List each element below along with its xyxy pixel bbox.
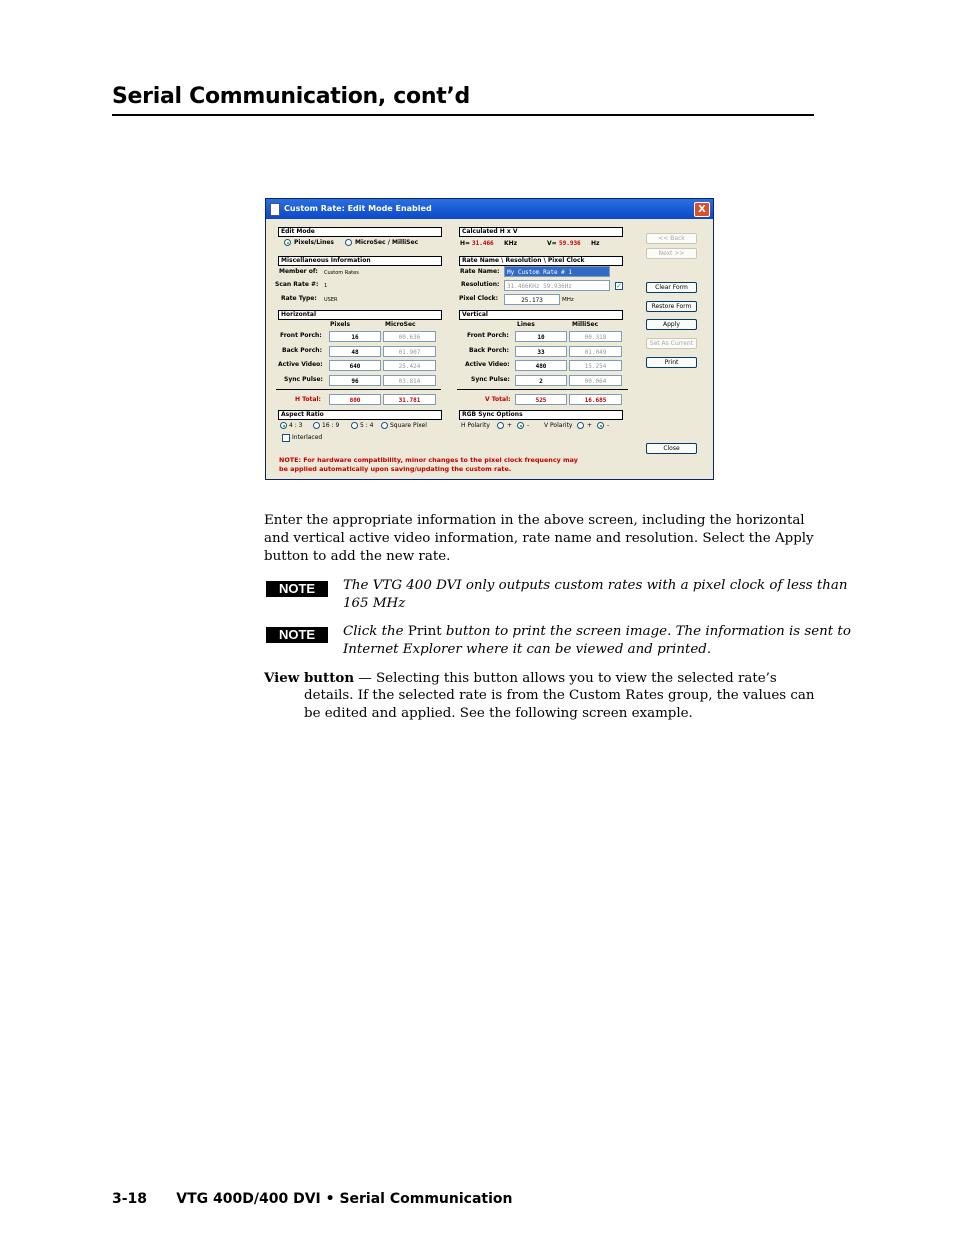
page-title: Serial Communication, cont’d <box>112 84 470 109</box>
custom-rate-dialog <box>265 198 714 480</box>
h-front-porch-label: Front Porch: <box>280 332 322 339</box>
aspect-16-9-radio[interactable] <box>313 422 320 429</box>
h-back-porch-pixels[interactable]: 48 <box>329 346 381 357</box>
paragraph-line: and vertical active video information, rate name and resolution. Select the Apply <box>264 531 814 546</box>
note-badge: NOTE <box>266 581 328 597</box>
h-active-video-label: Active Video: <box>278 361 323 368</box>
v-polarity-minus-radio[interactable] <box>597 422 604 429</box>
h-polarity-plus-label: + <box>507 422 513 429</box>
restore-form-button[interactable]: Restore Form <box>646 301 697 312</box>
title-rule <box>112 114 814 116</box>
set-as-current-button[interactable]: Set As Current <box>646 338 697 349</box>
h-polarity-label: H Polarity <box>461 422 490 429</box>
note1-line: The VTG 400 DVI only outputs custom rates with a pixel clock of less than <box>343 578 848 593</box>
h-total-pixels: 800 <box>329 394 381 405</box>
note2-line: Internet Explorer where it can be viewed and printed. <box>343 642 712 657</box>
paragraph-line: Enter the appropriate information in the above screen, including the horizontal <box>264 513 805 528</box>
v-total-time: 16.685 <box>569 394 622 405</box>
rate-name-section: Rate Name \ Resolution \ Pixel Clock <box>459 256 623 266</box>
note2-text-a: Click the <box>343 624 408 639</box>
horizontal-section: Horizontal <box>278 310 442 320</box>
h-sync-pulse-time[interactable]: 03.814 <box>383 375 436 386</box>
v-front-porch-lines[interactable]: 10 <box>515 331 567 342</box>
pixels-lines-radio[interactable] <box>284 239 291 246</box>
close-button[interactable]: Close <box>646 443 697 454</box>
aspect-4-3-label: 4 : 3 <box>289 422 303 429</box>
aspect-16-9-label: 16 : 9 <box>322 422 340 429</box>
next-button[interactable]: Next >> <box>646 248 697 259</box>
view-button-desc: — Selecting this button allows you to view the selected rate’s <box>354 671 777 686</box>
member-value: Custom Rates <box>324 270 359 276</box>
rgb-sync-section: RGB Sync Options <box>459 410 623 420</box>
h-total-label: H Total: <box>295 396 321 403</box>
paragraph-line: button to add the new rate. <box>264 549 451 564</box>
print-button[interactable]: Print <box>646 357 697 368</box>
h-sync-pulse-pixels[interactable]: 96 <box>329 375 381 386</box>
rate-name-input[interactable]: My Custom Rate # 1 <box>504 266 610 277</box>
v-front-porch-time[interactable]: 00.318 <box>569 331 622 342</box>
calc-v-label: V= <box>547 240 557 247</box>
document-icon <box>270 203 280 216</box>
v-polarity-minus-label: - <box>607 422 610 429</box>
view-button-term: View button <box>264 670 355 686</box>
v-total-divider <box>457 389 628 390</box>
rate-name-label: Rate Name: <box>460 268 500 275</box>
v-polarity-plus-radio[interactable] <box>577 422 584 429</box>
h-back-porch-time[interactable]: 01.907 <box>383 346 436 357</box>
calc-h-unit: KHz <box>504 240 518 247</box>
millisec-col-header: MilliSec <box>572 321 599 328</box>
aspect-square-label: Square Pixel <box>390 422 427 429</box>
h-total-divider <box>276 389 441 390</box>
aspect-5-4-label: 5 : 4 <box>360 422 374 429</box>
apply-button[interactable]: Apply <box>646 319 697 330</box>
calc-v-unit: Hz <box>591 240 600 247</box>
aspect-4-3-radio[interactable] <box>280 422 287 429</box>
edit-mode-section: Edit Mode <box>278 227 442 237</box>
pixels-lines-label: Pixels/Lines <box>294 239 335 246</box>
view-button-line: be edited and applied. See the following screen example. <box>304 706 693 721</box>
close-icon[interactable]: X <box>694 202 710 217</box>
h-polarity-minus-label: - <box>527 422 530 429</box>
note2-line <box>343 623 851 641</box>
calc-h-label: H= <box>460 240 471 247</box>
aspect-ratio-section: Aspect Ratio <box>278 410 442 420</box>
v-sync-pulse-lines[interactable]: 2 <box>515 375 567 386</box>
pixel-clock-unit: MHz <box>562 297 574 303</box>
h-active-video-time[interactable]: 25.424 <box>383 360 436 371</box>
dialog-title: Custom Rate: Edit Mode Enabled <box>284 204 432 213</box>
back-button[interactable]: << Back <box>646 233 697 244</box>
v-polarity-plus-label: + <box>587 422 593 429</box>
pixels-col-header: Pixels <box>330 321 351 328</box>
rate-type-label: Rate Type: <box>281 295 317 302</box>
v-back-porch-label: Back Porch: <box>469 347 509 354</box>
pixel-clock-label: Pixel Clock: <box>459 295 499 302</box>
h-back-porch-label: Back Porch: <box>282 347 322 354</box>
h-total-time: 31.781 <box>383 394 436 405</box>
resolution-checkbox[interactable]: ✓ <box>616 282 622 290</box>
interlaced-checkbox[interactable] <box>282 434 290 442</box>
dialog-titlebar <box>266 199 713 219</box>
v-sync-pulse-label: Sync Pulse: <box>471 376 510 383</box>
lines-col-header: Lines <box>517 321 535 328</box>
note1-line: 165 MHz <box>343 596 406 611</box>
v-active-video-label: Active Video: <box>465 361 510 368</box>
v-polarity-label: V Polarity <box>544 422 573 429</box>
aspect-5-4-radio[interactable] <box>351 422 358 429</box>
v-front-porch-label: Front Porch: <box>467 332 509 339</box>
v-total-lines: 525 <box>515 394 567 405</box>
page-footer: 3-18 VTG 400D/400 DVI • Serial Communication <box>112 1191 513 1207</box>
member-label: Member of: <box>279 268 318 275</box>
scan-rate-label: Scan Rate #: <box>275 281 319 288</box>
h-polarity-plus-radio[interactable] <box>497 422 504 429</box>
clear-form-button[interactable]: Clear Form <box>646 282 697 293</box>
aspect-square-radio[interactable] <box>381 422 388 429</box>
microsec-label: MicroSec / MilliSec <box>355 239 419 246</box>
v-active-video-time[interactable]: 15.254 <box>569 360 622 371</box>
h-front-porch-pixels[interactable]: 16 <box>329 331 381 342</box>
resolution-label: Resolution: <box>461 281 500 288</box>
interlaced-label: Interlaced <box>292 434 323 441</box>
v-total-label: V Total: <box>485 396 511 403</box>
note-badge: NOTE <box>266 627 328 643</box>
vertical-section: Vertical <box>459 310 623 320</box>
rate-type-value: USER <box>324 297 338 303</box>
view-button-line: details. If the selected rate is from the Custom Rates group, the values can <box>304 688 815 703</box>
h-front-porch-time[interactable]: 00.636 <box>383 331 436 342</box>
dialog-note-line1: NOTE: For hardware compatibility, minor changes to the pixel clock frequency may <box>279 456 578 464</box>
microsec-col-header: MicroSec <box>385 321 416 328</box>
note2-print-word: Print <box>407 624 442 639</box>
calc-v-value: 59.936 <box>559 240 581 247</box>
h-polarity-minus-radio[interactable] <box>517 422 524 429</box>
h-active-video-pixels[interactable]: 640 <box>329 360 381 371</box>
pixel-clock-input[interactable]: 25.173 <box>504 294 560 305</box>
dialog-note-line2: be applied automatically upon saving/updating the custom rate. <box>279 465 512 473</box>
calculated-section: Calculated H x V <box>459 227 623 237</box>
v-back-porch-lines[interactable]: 33 <box>515 346 567 357</box>
v-active-video-lines[interactable]: 480 <box>515 360 567 371</box>
resolution-input[interactable]: 31.466KHz 59.936Hz <box>504 280 610 291</box>
microsec-radio[interactable] <box>345 239 352 246</box>
misc-section: Miscellaneous Information <box>278 256 442 266</box>
h-sync-pulse-label: Sync Pulse: <box>284 376 323 383</box>
calc-h-value: 31.466 <box>472 240 494 247</box>
v-back-porch-time[interactable]: 01.049 <box>569 346 622 357</box>
v-sync-pulse-time[interactable]: 00.064 <box>569 375 622 386</box>
view-button-line <box>264 669 777 688</box>
scan-rate-value: 1 <box>324 283 328 289</box>
note2-text-c: button to print the screen image. The information is sent to <box>441 624 851 639</box>
